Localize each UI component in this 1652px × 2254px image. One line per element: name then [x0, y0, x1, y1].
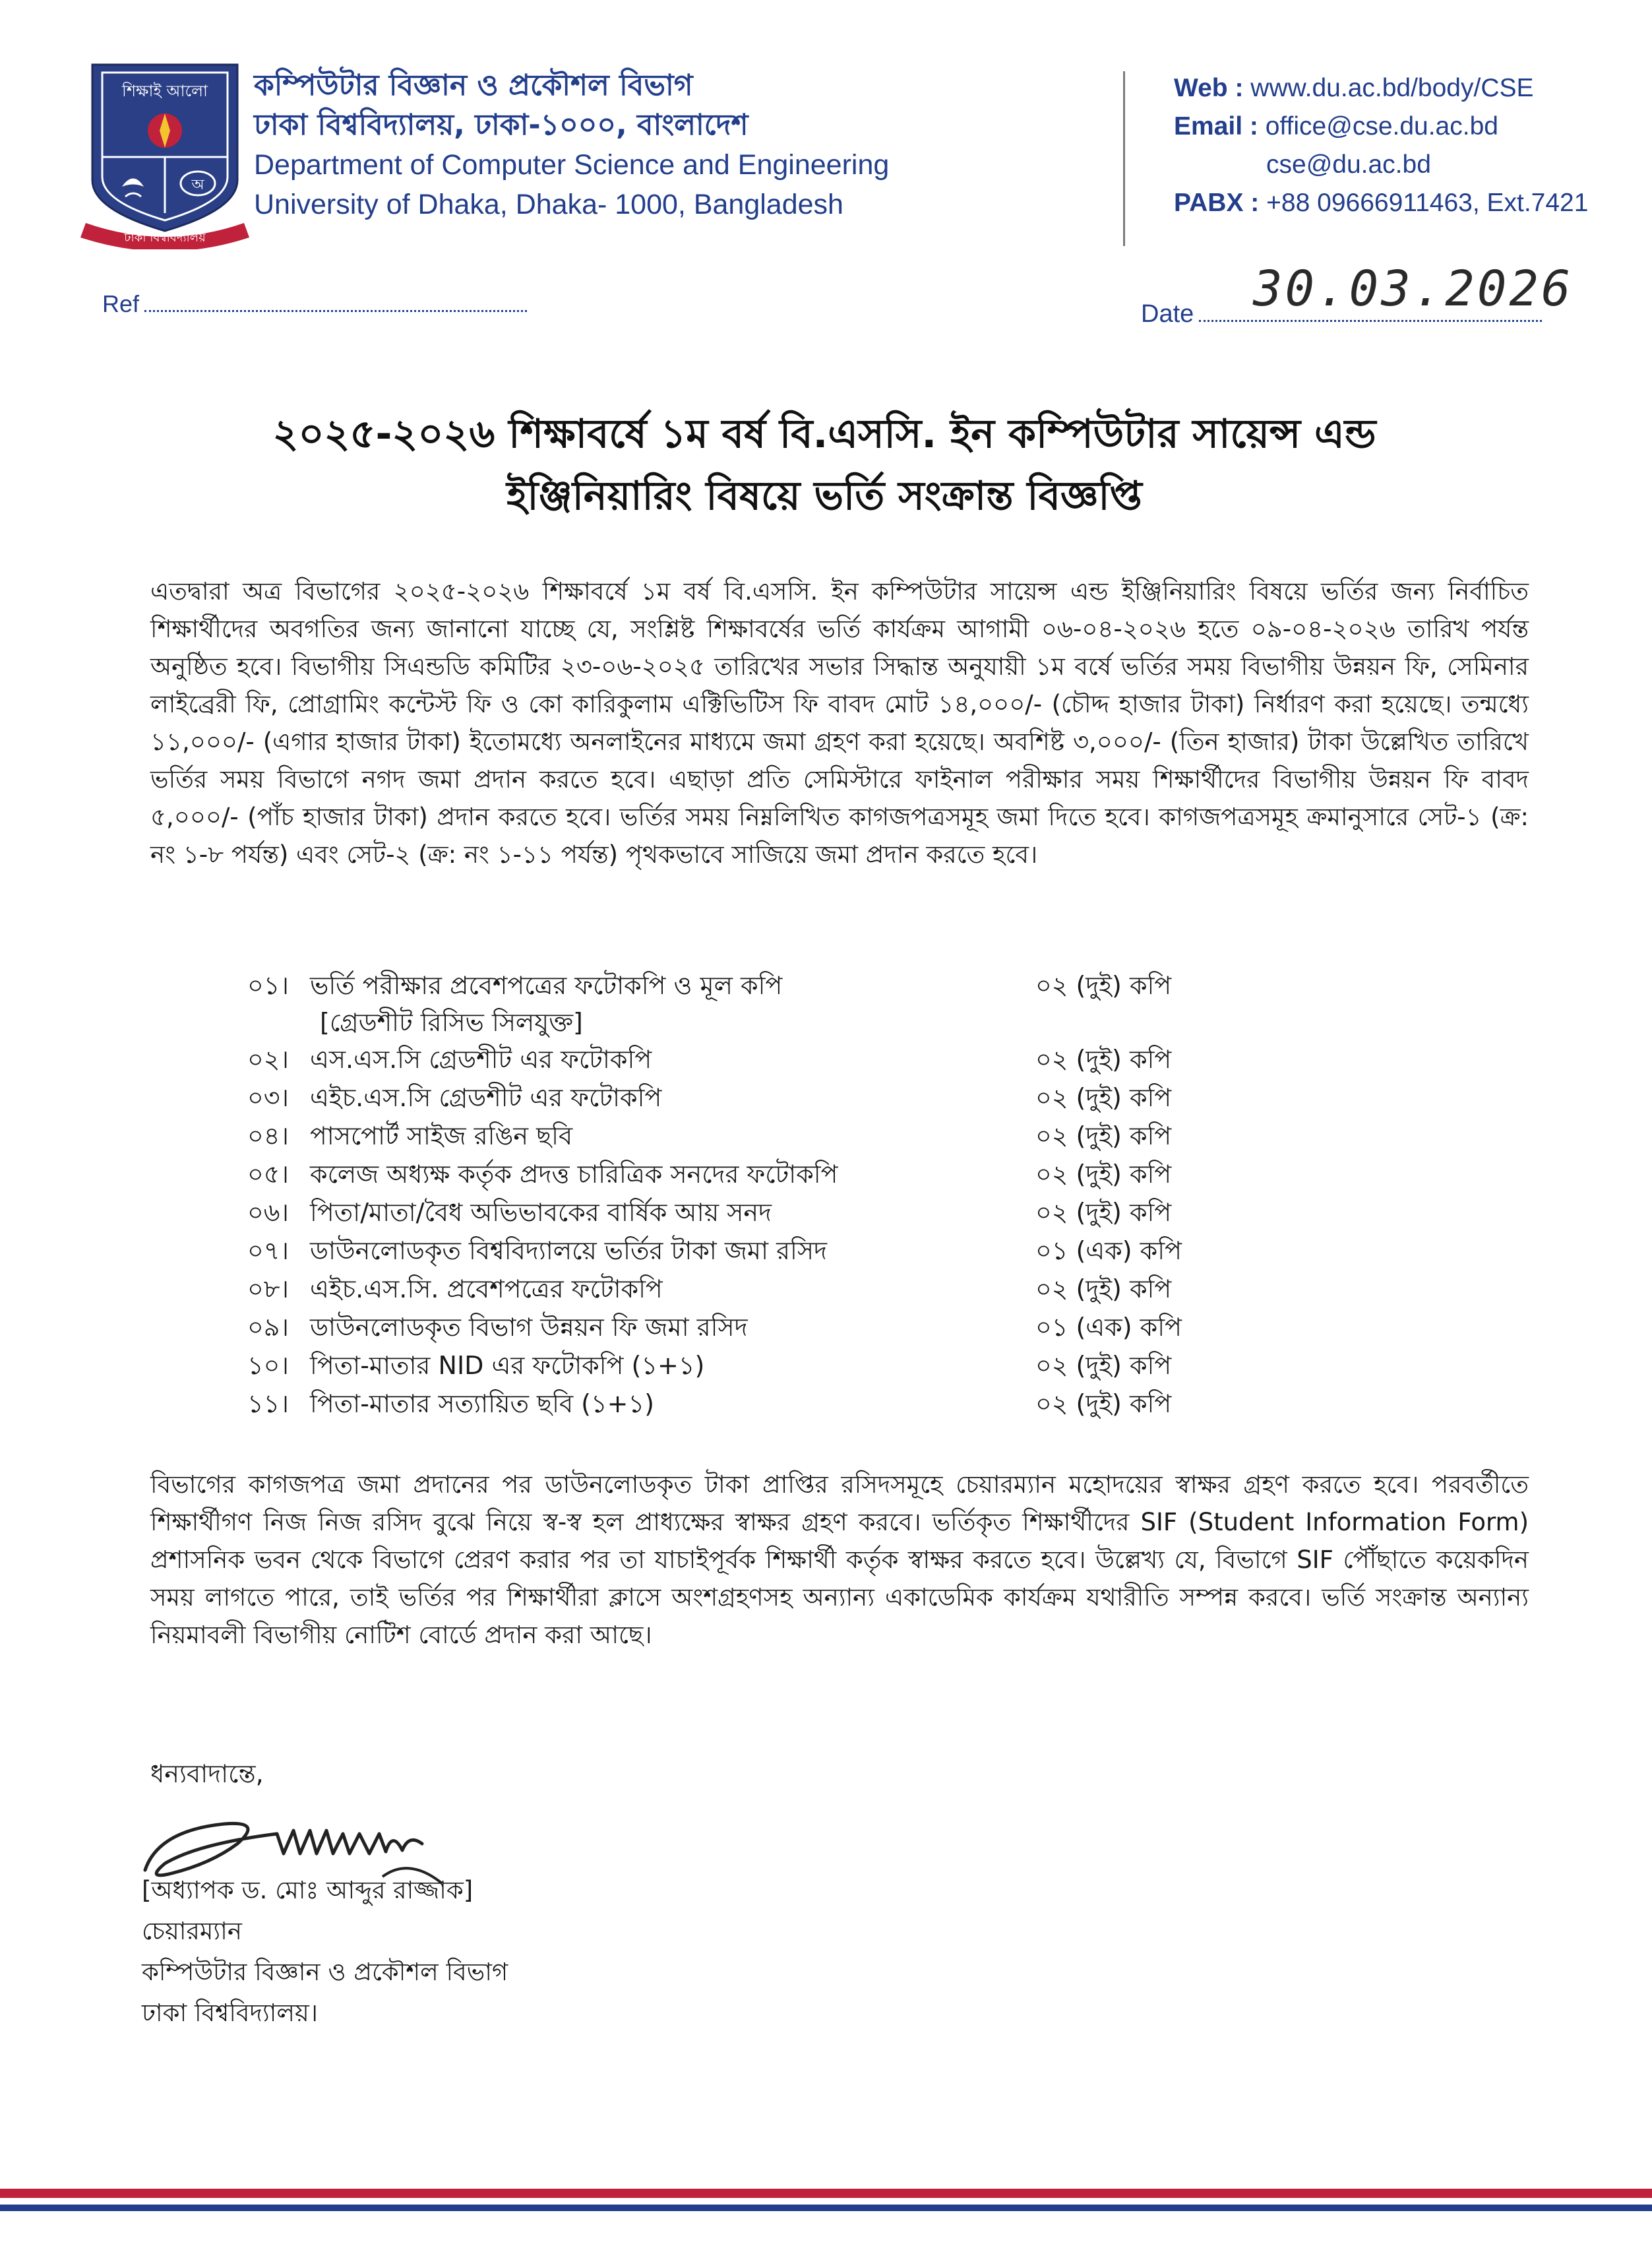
logo-motto: শিক্ষাই আলো [121, 82, 208, 100]
contact-email-row [1174, 108, 1588, 146]
document-item [247, 1079, 1204, 1117]
document-number: ০৯। [247, 1313, 289, 1342]
contact-info [1174, 69, 1588, 222]
date-label: Date [1141, 300, 1194, 328]
document-item [247, 1193, 1204, 1232]
document-item [247, 1270, 1204, 1308]
document-copies: ০১ (এক) কপি [1035, 1313, 1182, 1342]
pabx-label: PABX : [1174, 189, 1260, 217]
footer-blue-bar [0, 2205, 1652, 2211]
signatory-block [142, 1870, 508, 2034]
web-label: Web : [1174, 74, 1244, 102]
document-copies: ০২ (দুই) কপি [1035, 1389, 1172, 1418]
document-number: ০৮। [247, 1274, 289, 1303]
logo-glyph: অ [191, 177, 204, 193]
document-name: ডাউনলোডকৃত বিশ্ববিদ্যালয়ে ভর্তির টাকা জমা রসিদ [310, 1236, 827, 1265]
document-item [247, 1040, 1204, 1079]
footer-red-bar [0, 2189, 1652, 2198]
web-link[interactable]: www.du.ac.bd/body/CSE [1250, 74, 1534, 102]
document-number: ০৭। [247, 1236, 290, 1265]
notice-title-line2: ইঞ্জিনিয়ারিং বিষয়ে ভর্তি সংক্রান্ত বিজ্ঞপ্তি [506, 473, 1142, 519]
document-number: ১১। [247, 1389, 289, 1418]
document-copies: ০১ (এক) কপি [1035, 1236, 1182, 1265]
university-logo [73, 58, 257, 249]
document-number: ০৪। [247, 1121, 289, 1150]
document-name: ডাউনলোডকৃত বিভাগ উন্নয়ন ফি জমা রসিদ [310, 1313, 748, 1342]
document-copies: ০২ (দুই) কপি [1035, 1160, 1172, 1189]
document-number: ০১। [247, 971, 289, 1000]
document-item [247, 1346, 1204, 1385]
document-item [247, 1117, 1204, 1155]
document-number: ০২। [247, 1045, 290, 1074]
ref-dotted-line [144, 292, 527, 312]
logo-ribbon-text: ঢাকা বিশ্ববিদ্যালয় [124, 231, 206, 245]
handwritten-date: 30.03.2026 [1253, 261, 1574, 317]
header-divider [1123, 71, 1125, 246]
document-item [247, 1308, 1204, 1346]
notice-title-line1: ২০২৫-২০২৬ শিক্ষাবর্ষে ১ম বর্ষ বি.এসসি. ইন কম্পিউটার সায়েন্স এন্ড [272, 411, 1376, 457]
contact-pabx-row [1174, 184, 1588, 222]
document-item [247, 966, 1204, 1040]
document-name: পিতা-মাতার সত্যায়িত ছবি (১+১) [310, 1389, 654, 1418]
department-name-en: Department of Computer Science and Engineering [254, 149, 890, 181]
email-link-cse[interactable]: cse@du.ac.bd [1266, 150, 1431, 179]
ref-label: Ref [102, 290, 140, 317]
signatory-name: [অধ্যাপক ড. মোঃ আব্দুর রাজ্জাক] [142, 1876, 474, 1904]
document-number: ০৬। [247, 1198, 290, 1227]
instructions-paragraph: বিভাগের কাগজপত্র জমা প্রদানের পর ডাউনলোডকৃত টাকা প্রাপ্তির রসিদসমূহে চেয়ারম্যান মহোদয়ের স্বাক্ষর গ্রহণ করতে হবে। পরবর্তীতে শিক্ষার্থীগণ নিজ নিজ রসিদ বুঝে নিয়ে স্ব-স্ব হল প্রাধ্যক্ষের স্বাক্ষর গ্রহণ করবে। ভর্তিকৃত শিক্ষার্থীদের SIF (Student Information Form) প্রশাসনিক ভবন থেকে বিভাগে প্রেরণ করার পর তা যাচাইপূর্বক শিক্ষার্থী কর্তৃক স্বাক্ষর করতে হবে। উল্লেখ্য যে, বিভাগে SIF পৌঁছাতে কয়েকদিন সময় লাগতে পারে, তাই ভর্তির পর শিক্ষার্থীরা ক্লাসে অংশগ্রহণসহ অন্যান্য একাডেমিক কার্যক্রম যথারীতি সম্পন্ন করবে। ভর্তি সংক্রান্ত অন্যান্য নিয়মাবলী বিভাগীয় নোটিশ বোর্ডে প্রদান করা আছে। [150, 1470, 1529, 1649]
document-name: এস.এস.সি গ্রেডশীট এর ফটোকপি [310, 1045, 652, 1074]
required-documents-list [247, 966, 1204, 1423]
pabx-number: +88 09666911463, Ext.7421 [1266, 189, 1589, 217]
document-name: কলেজ অধ্যক্ষ কর্তৃক প্রদত্ত চারিত্রিক সনদের ফটোকপি [310, 1160, 838, 1189]
document-name: পাসপোর্ট সাইজ রঙিন ছবি [310, 1121, 573, 1150]
document-number: ১০। [247, 1351, 289, 1380]
closing-text: ধন্যবাদান্তে, [150, 1759, 264, 1788]
document-copies: ০২ (দুই) কপি [1035, 971, 1172, 1000]
university-address-bn: ঢাকা বিশ্ববিদ্যালয়, ঢাকা-১০০০, বাংলাদেশ [254, 108, 749, 142]
admission-paragraph: এতদ্বারা অত্র বিভাগের ২০২৫-২০২৬ শিক্ষাবর্ষে ১ম বর্ষ বি.এসসি. ইন কম্পিউটার সায়েন্স এন্ড ইঞ্জিনিয়ারিং বিষয়ে ভর্তির জন্য নির্বাচিত শিক্ষার্থীদের অবগতির জন্য জানানো যাচ্ছে যে, সংশ্লিষ্ট শিক্ষাবর্ষের ভর্তি কার্যক্রম আগামী ০৬-০৪-২০২৬ হতে ০৯-০৪-২০২৬ তারিখ পর্যন্ত অনুষ্ঠিত হবে। বিভাগীয় সিএন্ডডি কমিটির ২৩-০৬-২০২৫ তারিখের সভার সিদ্ধান্ত অনুযায়ী ১ম বর্ষে ভর্তির সময় বিভাগীয় উন্নয়ন ফি, সেমিনার লাইব্রেরী ফি, প্রোগ্রামিং কন্টেস্ট ফি ও কো কারিকুলাম এক্টিভিটিস ফি বাবদ মোট ১৪,০০০/- (চৌদ্দ হাজার টাকা) নির্ধারণ করা হয়েছে। তন্মধ্যে ১১,০০০/- (এগার হাজার টাকা) ইতোমধ্যে অনলাইনের মাধ্যমে জমা গ্রহণ করা হয়েছে। অবশিষ্ট ৩,০০০/- (তিন হাজার) টাকা উল্লেখিত তারিখে ভর্তির সময় বিভাগে নগদ জমা প্রদান করতে হবে। এছাড়া প্রতি সেমিস্টারে ফাইনাল পরীক্ষার সময় শিক্ষার্থীদের বিভাগীয় উন্নয়ন ফি বাবদ ৫,০০০/- (পাঁচ হাজার টাকা) প্রদান করতে হবে। ভর্তির সময় নিম্নলিখিত কাগজপত্রসমূহ জমা দিতে হবে। কাগজপত্রসমূহ ক্রমানুসারে সেট-১ (ক্র: নং ১-৮ পর্যন্ত) এবং সেট-২ (ক্র: নং ১-১১ পর্যন্ত) পৃথকভাবে সাজিয়ে জমা প্রদান করতে হবে। [150, 577, 1529, 869]
signatory-designation: চেয়ারম্যান [142, 1917, 242, 1945]
contact-web-row [1174, 69, 1588, 108]
document-copies: ০২ (দুই) কপি [1035, 1198, 1172, 1227]
document-copies: ০২ (দুই) কপি [1035, 1045, 1172, 1074]
signatory-university: ঢাকা বিশ্ববিদ্যালয়। [142, 1999, 319, 2027]
document-copies: ০২ (দুই) কপি [1035, 1083, 1172, 1112]
ref-field [102, 290, 527, 318]
date-dotted-line [1199, 300, 1542, 322]
document-name: পিতা/মাতা/বৈধ অভিভাবকের বার্ষিক আয় সনদ [310, 1198, 772, 1227]
signatory-department: কম্পিউটার বিজ্ঞান ও প্রকৌশল বিভাগ [142, 1958, 508, 1986]
email-label: Email : [1174, 112, 1258, 141]
document-name: ভর্তি পরীক্ষার প্রবেশপত্রের ফটোকপি ও মূল কপি [310, 971, 783, 1000]
document-item [247, 1155, 1204, 1193]
document-number: ০৩। [247, 1083, 290, 1112]
university-address-en: University of Dhaka, Dhaka- 1000, Bangladesh [254, 189, 843, 220]
email-link-office[interactable]: office@cse.du.ac.bd [1265, 112, 1498, 141]
document-item [247, 1385, 1204, 1423]
document-name: এইচ.এস.সি. প্রবেশপত্রের ফটোকপি [310, 1274, 663, 1303]
document-item [247, 1232, 1204, 1270]
document-name: এইচ.এস.সি গ্রেডশীট এর ফটোকপি [310, 1083, 662, 1112]
department-header [254, 66, 889, 224]
document-number: ০৫। [247, 1160, 289, 1189]
document-copies: ০২ (দুই) কপি [1035, 1274, 1172, 1303]
document-copies: ০২ (দুই) কপি [1035, 1121, 1172, 1150]
document-copies: ০২ (দুই) কপি [1035, 1351, 1172, 1380]
document-note: [গ্রেডশীট রিসিভ সিলযুক্ত] [320, 1008, 583, 1037]
department-name-bn: কম্পিউটার বিজ্ঞান ও প্রকৌশল বিভাগ [254, 69, 693, 102]
date-field [1141, 300, 1542, 329]
document-name: পিতা-মাতার NID এর ফটোকপি (১+১) [310, 1351, 705, 1380]
contact-email2-row [1174, 146, 1588, 184]
